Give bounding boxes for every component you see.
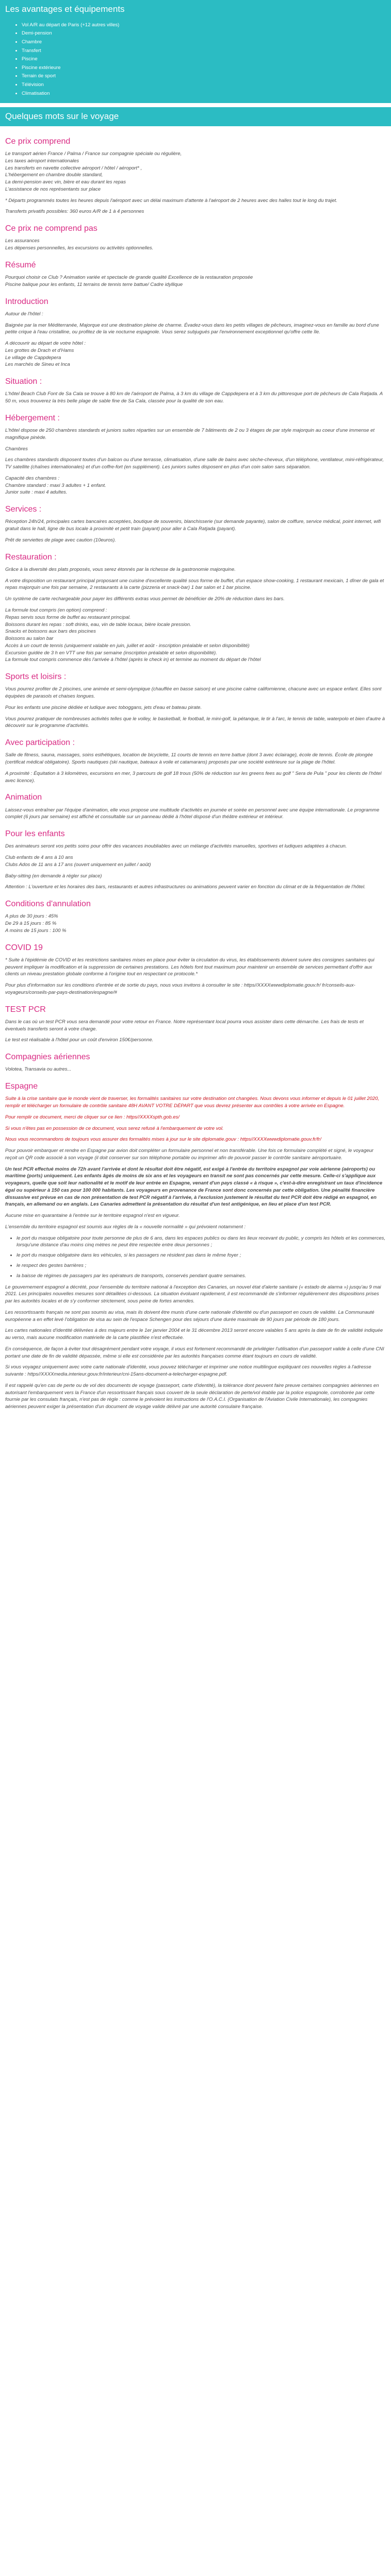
list-item: • le respect des gestes barrières ;: [17, 1262, 386, 1269]
text-block: Les assurances Les dépenses personnelles, les excursions ou activités optionnelles.: [5, 238, 154, 251]
section-title: Hébergement :: [5, 413, 60, 422]
text-block: Aucune mise en quarantaine à l'entrée sur le territoire espagnol n'est en vigueur.: [5, 1213, 180, 1219]
text-block: Dans le cas où un test PCR vous sera demandé pour votre retour en France. Notre représentant local pourra vous assister dans cette démarche. Les frais de tests et éventuels transferts seront à votre charge.: [5, 1019, 364, 1032]
text-block: Pour plus d'information sur les conditions d'entrée et de sortie du pays, nous vous invitons à consulter le site : https//XXXXwwwdiplomatie.gouv.fr/ fr/conseils-aux-voyageurs/conseils-par-pays-destination/espagne/#: [5, 982, 355, 995]
text-block: Réception 24h/24, principales cartes bancaires acceptées, boutique de souvenirs, blanchisserie (sur demande payante), salon de coiffure, service médical, point internet, wifi gratuit dans le hall, ligne de bus locale à proximité et petit train (payant) pour aller à Cala Ratjada (payant).: [5, 519, 381, 532]
section-title: Résumé: [5, 260, 36, 269]
text-block: Des animateurs seront vos petits soins pour offrir des vacances inoubliables avec un mélange d'activités manuelles, sportives et ludiques adaptées à chacun.: [5, 843, 347, 850]
text-block: Les cartes nationales d'identité délivrées à des majeurs entre le 1er janvier 2004 et le 31 décembre 2013 seront encore valables 5 ans après la date de fin de validité indiquée au verso, mais aucune modification matérielle de la carte plastifiée n'est effectuée.: [5, 1328, 383, 1341]
text-block: Pour les enfants une piscine dédiée et ludique avec toboggans, jets d'eau et bateau pirate.: [5, 704, 202, 710]
text-block: L'ensemble du territoire espagnol est soumis aux règles de la « nouvelle normalité » qui prévoient notamment :: [5, 1224, 246, 1230]
text-block: A votre disposition un restaurant principal proposant une cuisine d'excellente qualité sous forme de buffet, d'un espace show-cooking, 1 restaurant mexicain, 1 dîner de gala et repas majorquin une fois par semaine, 2 restaurants à la carte (pizzeria et snack-bar) 1 bar salon et 1 bar piscine.: [5, 578, 384, 591]
section-title: Pour les enfants: [5, 829, 65, 839]
section-title: COVID 19: [5, 943, 43, 952]
section-title: Restauration :: [5, 552, 57, 562]
text-block: * Départs programmés toutes les heures depuis l'aéroport avec un délai maximum d'attente à l'aéroport de 2 heures avec des halles tout le long du trajet.: [5, 197, 337, 204]
text-block: Vous pourrez pratiquer de nombreuses activités telles que le volley, le basketball, le football, le mini-golf, la pétanque, le tir à l'arc, le tennis de table, waterpolo et bien d'autre à découvrir sur le programme d'activités.: [5, 716, 385, 729]
section-title: Compagnies aériennes: [5, 1053, 90, 1062]
text-block: Un test PCR effectué moins de 72h avant l'arrivée et dont le résultat doit être négatif, est exigé à l'entrée du territoire espagnol par voie aérienne (aéroports) ou maritime (ports) uniquement. Les enfants âgés de moins de six ans et les voyageurs en transit ne sont pas concernés par cette mesure. Celle-ci s'applique aux voyageurs, quelle que soit leur nationalité et le motif de leur entrée en Espagne, venant d'un pays classé « à risque », c'est-à-dire enregistrant un taux d'incidence égal ou supérieur à 150 cas pour 100 000 habitants. Les voyageurs en provenance de France sont donc concernés par cette obligation. Une pénalité financière dissuasive est prévue en cas de non présentation de test PCR négatif à l'arrivée, à l'exclusion justement le résultat du test PCR doit être rédigé en espagnol, en français, en allemand ou en anglais. Les Canaries admettent la présentation du résultat d'un test antigénique, en lieu et place d'un test PCR.: [5, 1166, 383, 1208]
text-block: * Suite à l'épidémie de COVID et les restrictions sanitaires mises en place pour éviter la circulation du virus, les établissements doivent suivre des consignes sanitaires qui peuvent impliquer la modification et la suppression de certaines prestations. Les hôtels font tout maximum pour maintenir un ensemble de services permettant d'offrir aux clients un niveau prestation globale conforme à l'origine tout en respectant ce protocole.*: [5, 957, 374, 977]
warning-text: Pour remplir ce document, merci de cliquer sur ce lien : https//XXXXspth.gob.es/: [5, 1114, 180, 1120]
section-title: Sports et loisirs :: [5, 672, 67, 682]
warning-text: Nous vous recommandons de toujours vous assurer des formalités mises à jour sur le site diplomatie.gouv : https//XXXXwwwdiplomatie.gouv.fr/fr/: [5, 1137, 321, 1143]
equipments-header: Les avantages et équipements: [0, 0, 391, 19]
section-title: TEST PCR: [5, 1005, 46, 1014]
text-block: Les ressortissants français ne sont pas soumis au visa, mais ils doivent être munis d'une carte nationale d'identité ou d'un passeport en cours de validité. La Communauté européenne a en effet levé l'obligation de visa au sein de l'espace Schengen pour des séjours d'une durée maximale de 90 jours par période de 180 jours.: [5, 1309, 374, 1323]
text-block: Autour de l'hôtel :: [5, 311, 43, 317]
text-block: Chambres: [5, 446, 28, 452]
equipments-list: [0, 19, 391, 104]
text-block: Prêt de serviettes de plage avec caution (10euros).: [5, 537, 116, 543]
text-block: Les chambres standards disposent toutes d'un balcon ou d'une terrasse, climatisation, d'une salle de bains avec sèche-cheveux, d'un téléphone, ventilateur, mini-réfrigérateur, TV satellite (chaînes internationales) et d'un coffre-fort (en supplément). Les juniors suites disposent en plus d'un coin salon sans séparation.: [5, 457, 384, 470]
list-item: • la baisse de régimes de passagers par les opérateurs de transports, conservés pendant quatre semaines.: [17, 1273, 386, 1280]
text-block: Si vous voyagez uniquement avec votre carte nationale d'identité, vous pouvez télécharger et imprimer une notice multilingue expliquant ces nouvelles règles à l'adresse suivante : https//XXXXmedia.interieur.gouv.fr/interieur/cni-15ans-document-a-telecharger-espagne.pdf.: [5, 1364, 371, 1378]
text-block: A découvrir au départ de votre hôtel : Les grottes de Drach et d'Hams Le village de Cappdepera Les marchés de Sineu et Inca: [5, 341, 86, 368]
text-block: Vous pourrez profiter de 2 piscines, une animée et semi-olympique (chauffée en basse saison) et une piscine calme californienne, chacune avec un espace enfant. Elles sont équipées de parasols et chaises longues.: [5, 686, 382, 700]
text-block: L'hôtel dispose de 250 chambres standards et juniors suites réparties sur un ensemble de 7 bâtiments de 2 ou 3 étages de par style majorquin au coeur d'une immense et magnifique pinède.: [5, 428, 375, 440]
warning-text: Suite à la crise sanitaire que le monde vient de traverser, les formalités sanitaires sur votre destination ont changées. Nous devons vous informer et depuis le 01 juillet 2020, remplir et télécharger un formulaire de contrôle sanitaire 48H AVANT VOTRE DÉPART que vous devrez présenter aux contrôles à votre arrivée en Espagne.: [5, 1096, 380, 1109]
warning-text: Si vous n'êtes pas en possession de ce document, vous serez refusé à l'embarquement de votre vol.: [5, 1125, 224, 1131]
text-block: Laissez-vous entraîner par l'équipe d'animation, elle vous propose une multitude d'activités en journée et soirée en personnel avec une équipe internationale. Le programme complet (6 jours par semaine) est affiché et consultable sur un panneau dédié à l'hôtel disposé d'un théâtre extérieur et intérieur.: [5, 807, 380, 820]
list-item: • Piscine: [22, 55, 386, 64]
text-block: Volotea, Transavia ou autres...: [5, 1066, 72, 1073]
text-block: L'hôtel Beach Club Font de Sa Cala se trouve à 80 km de l'aéroport de Palma, à 3 km du village de Cappdepera et à 3 km du pittoresque port de pêcheurs de Cala Ratjada. A 50 m, vous trouverez la très belle plage de sable fine de Sa Cala, classée pour la qualité de son eau.: [5, 391, 383, 404]
trip-content: [0, 126, 391, 1425]
text-block: Capacité des chambres : Chambre standard : maxi 3 adultes + 1 enfant. Junior suite : maxi 4 adultes.: [5, 475, 106, 496]
text-block: Un système de carte rechargeable pour payer les différents extras vous permet de bénéficier de 20% de réduction dans les bars.: [5, 596, 285, 602]
section-title: Situation :: [5, 377, 42, 386]
section-title: Services :: [5, 505, 42, 514]
trip-header: Quelques mots sur le voyage: [0, 107, 391, 126]
text-block: Il est rappelé qu'en cas de perte ou de vol des documents de voyage (passeport, carte d'identité), la tolérance dont peuvent faire preuve certaines compagnies aériennes en autorisant l'embarquement vers la France d'un ressortissant français sous couvert de la seule déclaration de perte/vol établie par la police espagnole, corroborée par cette fournie par les consulats français, n'est pas de règle : comme le prévoient les instructions de l'O.A.C.I. (Organisation de l'Aviation Civile Internationale), les compagnies aériennes peuvent exiger la présentation d'un document de voyage valide délivré par une autorité consulaire française.: [5, 1382, 379, 1410]
text-block: A proximité : Équitation à 3 kilomètres, excursions en mer, 3 parcours de golf 18 trous (50% de réduction sur les greens fees au golf " Sera de Pula " pour les clients de l'hôtel avec licence).: [5, 770, 382, 784]
text-block: La formule tout compris (en option) comprend : Repas servis sous forme de buffet au restaurant principal. Boissons durant les repas : soft drinks, eau, vin de table locaux, bière locale pression. Snacks et boissons aux bars des piscines Boissons au salon bar Accès à un court de tennis (uniquement valable en juin, juillet et août - inscription préalable et selon disponibilité) Excursion guidée de 3 h en VTT une fois par semaine (inscription préalable et selon disponibilité). La formule tout compris commence dès l'arrivée à l'hôtel (après le check in) et termine au moment du départ de l'hôtel: [5, 607, 261, 663]
text-block: A plus de 30 jours : 45% De 29 à 15 jours : 85 % A moins de 15 jours : 100 %: [5, 913, 67, 934]
text-block: Baignée par la mer Méditerranée, Majorque est une destination pleine de charme. Évadez-vous dans les petits villages de pêcheurs, imaginez-vous en famille au bord d'une petite crique à l'eau cristalline, ou profitez de la vie nocturne espagnole. Vous serez subjugués par l'environnement exceptionnel qu'offre cette île.: [5, 322, 379, 335]
list-item: • Chambre: [22, 38, 386, 47]
text-block: Le test est réalisable à l'hôtel pour un coût d'environ 150€/personne.: [5, 1037, 154, 1043]
text-block: Le transport aérien France / Palma / France sur compagnie spéciale ou régulière, Les taxes aéroport internationales Les transferts en navette collective aéroport / hôtel / aéroport* , L'hébergement en chambre double standard, La demi-pension avec vin, bière et eau durant les repas L'assistance de nos représentants sur place: [5, 151, 182, 192]
text-block: Pourquoi choisir ce Club ? Animation variée et spectacle de grande qualité Excellence de la restauration proposée Piscine balique pour les enfants, 11 terrains de tennis terre battue/ Cadre idyllique: [5, 275, 253, 287]
list-item: • Piscine extérieure: [22, 64, 386, 73]
list-item: • Demi-pension: [22, 29, 386, 38]
section-title: Espagne: [5, 1082, 38, 1091]
text-block: Club enfants de 4 ans à 10 ans Clubs Ados de 11 ans à 17 ans (ouvert uniquement en juillet / août): [5, 855, 151, 868]
text-block: Le gouvernement espagnol a décrété, pour l'ensemble du territoire national à l'exception des Canaries, un nouvel état d'alerte sanitaire (« estado de alarma ») jusqu'au 9 mai 2021. Les principales nouvelles mesures sont détaillées ci-dessous. La situation évoluant rapidement, il est recommandé de s'informer régulièrement des dispositions prises par les autorités locales et de s'y conformer strictement, sous peine de fortes amendes.: [5, 1284, 381, 1304]
list-item: • Terrain de sport: [22, 72, 386, 81]
text-block: Attention : L'ouverture et les horaires des bars, restaurants et autres infrastructures ou animations peuvent varier en fonction du climat et de la fréquentation de l'hôtel.: [5, 884, 366, 890]
section-title: Avec participation :: [5, 738, 75, 748]
text-block: En conséquence, de façon à éviter tout désagrément pendant votre voyage, il vous est fortement recommandé de privilégier l'utilisation d'un passeport valide à celle d'une CNI portant une date de fin de validité dépassée, même si elle est considérée par les autorités françaises comme étant toujours en cours de validité.: [5, 1346, 384, 1359]
rules-list: [5, 1235, 386, 1280]
list-item: • Vol A/R au départ de Paris (+12 autres villes): [22, 21, 386, 30]
list-item: • Transfert: [22, 47, 386, 56]
text-block: Salle de fitness, sauna, massages, soins esthétiques, location de bicyclette, 11 courts de tennis en terre battue (dont 3 avec éclairage), école de tennis. École de plongée (certificat médical obligatoire). Sports nautiques (ski nautique, bateaux à voile et catamarans) proposés par une société extérieure sur la plage de l'hôtel.: [5, 752, 373, 766]
section-title: Conditions d'annulation: [5, 900, 91, 909]
text-block: Grâce à la diversité des plats proposés, vous serez étonnés par la richesse de la gastronomie majorquine.: [5, 566, 236, 572]
list-item: • Climatisation: [22, 90, 386, 98]
section-title: Ce prix ne comprend pas: [5, 224, 97, 233]
section-title: Animation: [5, 793, 42, 802]
list-item: • le port du masque obligatoire dans les véhicules, si les passagers ne résident pas dans le même foyer ;: [17, 1252, 386, 1259]
text-block: Baby-sitting (en demande à régler sur place): [5, 873, 102, 879]
text-block: Pour pouvoir embarquer et rendre en Espagne par avion doit compléter un formulaire personnel et non transférable. Une fois ce formulaire complété et signé, le voyageur reçoit un QR code associé à son voyage (il doit conserver sur son téléphone portable ou imprimer afin de pouvoir passer le contrôle sanitaire aéroportuaire.: [5, 1148, 373, 1161]
list-item: • le port du masque obligatoire pour toute personne de plus de 6 ans, dans les espaces publics ou dans les lieux recevant du public, y compris les hôtels et les commerces, lorsqu'une distance d'au moins cinq mètres ne peut être respectée entre deux personnes ;: [17, 1235, 386, 1249]
section-title: Introduction: [5, 297, 48, 306]
list-item: • Télévision: [22, 81, 386, 90]
text-block: Transferts privatifs possibles: 360 euros A/R de 1 à 4 personnes: [5, 209, 144, 215]
section-title: Ce prix comprend: [5, 137, 71, 146]
